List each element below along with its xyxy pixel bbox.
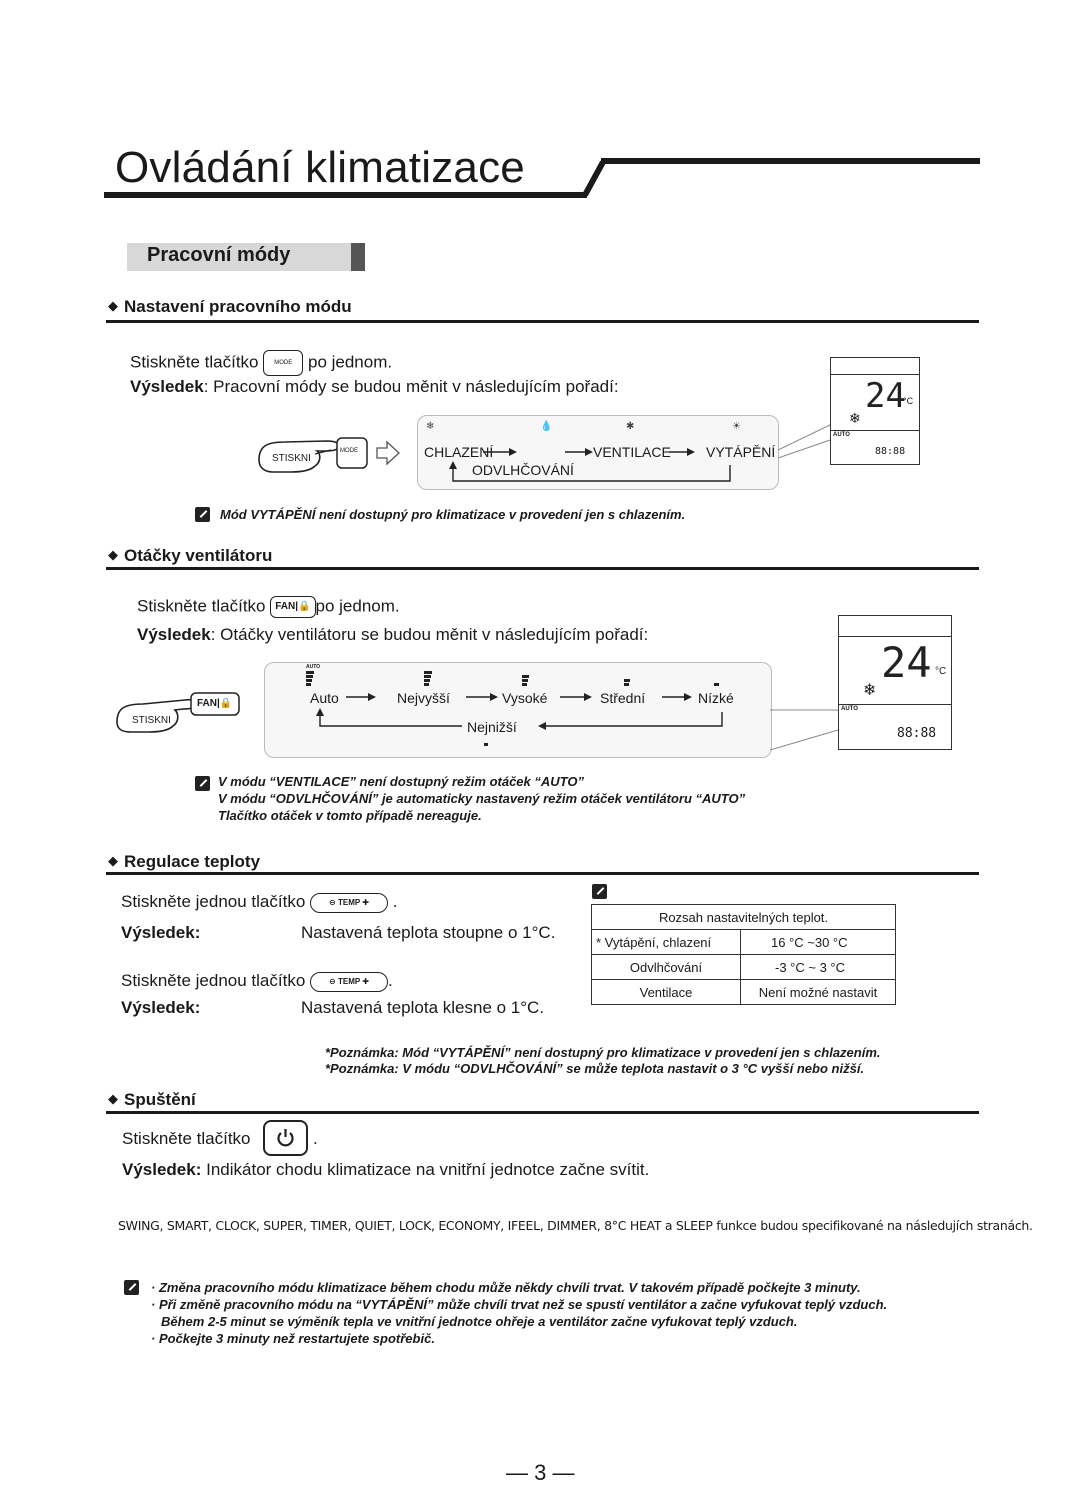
fan-note-3: Tlačítko otáček v tomto případě nereaguje. [218, 808, 482, 823]
mode-press-label: STISKNI [272, 453, 311, 464]
lcd-clock: 88:88 [875, 446, 906, 457]
temp-heading: ◆ Regulace teploty [108, 852, 261, 871]
lcd-unit: °C [903, 396, 914, 406]
temp-result-down-label: Výsledek: [121, 998, 201, 1017]
power-button-icon [263, 1120, 308, 1156]
fan-heading: ◆ Otáčky ventilátoru [108, 546, 273, 565]
start-instruction: Stiskněte tlačítko [122, 1129, 251, 1148]
temp-note-2: *Poznámka: V módu “ODVLHČOVÁNÍ” se může teplota nastavit o 3 °C vyšší nebo nižší. [325, 1061, 865, 1076]
functions-text: SWING, SMART, CLOCK, SUPER, TIMER, QUIET, LOCK, ECONOMY, IFEEL, DIMMER, 8°C HEAT a SLEEP funkce budou specifikované na následujích stranách. [118, 1218, 1033, 1233]
lcd-clock: 88:88 [897, 726, 937, 741]
fan-seq-auto: Auto [310, 690, 339, 706]
fan-rule [106, 567, 979, 570]
mode-sequence-arrows [417, 415, 779, 490]
lcd-display-fan [838, 615, 952, 750]
note-icon [195, 507, 210, 522]
temp-table-mode: Odvlhčování [592, 955, 741, 980]
heat-icon: ☀ [732, 421, 741, 432]
mode-press-button-label: MODE [340, 448, 358, 454]
fan-callout-lines [770, 700, 840, 760]
fan-seq-medium: Střední [600, 690, 646, 706]
fan-button-icon: FAN|🔒 [270, 596, 315, 618]
mode-rule [106, 320, 979, 323]
fan-seq-lowest: Nejnižší [467, 719, 517, 735]
fan-press-button-label: FAN|🔒 [197, 698, 233, 709]
temp-instruction-up: Stiskněte jednou tlačítko ⊖ TEMP ✚ . [121, 892, 398, 911]
note-icon [195, 776, 210, 791]
start-heading: ◆ Spuštění [108, 1090, 196, 1109]
title-underline [0, 0, 1083, 210]
mode-seq-cool: CHLAZENÍ [424, 444, 494, 460]
mode-seq-dry: ODVLHČOVÁNÍ [472, 462, 574, 478]
lcd-mode-icon: ❄ [849, 410, 861, 426]
mode-heading: ◆ Nastavení pracovního módu [108, 297, 352, 316]
fan-seq-highest: Nejvyšší [397, 690, 450, 706]
mode-note: Mód VYTÁPĚNÍ není dostupný pro klimatizace v provedení jen s chlazením. [220, 507, 686, 522]
temp-result-up-text: Nastavená teplota stoupne o 1°C. [301, 923, 556, 942]
fan-instruction: Stiskněte tlačítko FAN|🔒 po jednom. [137, 596, 400, 618]
mode-callout-lines [778, 400, 838, 480]
dry-icon: 💧 [540, 421, 553, 432]
temp-rule [106, 872, 979, 875]
mode-result: Výsledek: Pracovní módy se budou měnit v následujícím pořadí: [130, 377, 619, 396]
lcd-auto: AUTO [833, 432, 850, 438]
start-rule [106, 1111, 979, 1114]
note-icon [124, 1280, 139, 1295]
fan-seq-low: Nízké [698, 690, 734, 706]
page-title: Ovládání klimatizace [115, 143, 525, 192]
cool-icon: ❄ [426, 421, 435, 432]
start-result: Výsledek: Indikátor chodu klimatizace na vnitřní jednotce začne svítit. [122, 1160, 650, 1179]
fan-mode-icon: ✱ [626, 421, 635, 432]
lcd-unit: °C [935, 666, 947, 677]
temp-table-mode: * Vytápění, chlazení [592, 930, 741, 955]
lcd-mode-icon: ❄ [863, 682, 877, 699]
power-icon [265, 1122, 306, 1154]
temp-instruction-down: Stiskněte jednou tlačítko ⊖ TEMP ✚ . [121, 971, 393, 990]
fan-press-label: STISKNI [132, 715, 171, 726]
section-title: Pracovní módy [147, 244, 291, 266]
temp-note-1: *Poznámka: Mód “VYTÁPĚNÍ” není dostupný pro klimatizace v provedení jen s chlazením. [325, 1045, 881, 1060]
lcd-auto: AUTO [841, 706, 858, 712]
section-header [127, 243, 365, 271]
lcd-temp: 24 [865, 376, 906, 416]
temp-table-range: -3 °C ~ 3 °C [741, 955, 896, 980]
page-number: — 3 — [506, 1460, 575, 1485]
lcd-temp: 24 [881, 638, 932, 687]
mode-seq-heat: VYTÁPĚNÍ [706, 444, 776, 460]
fan-result: Výsledek: Otáčky ventilátoru se budou měnit v následujícím pořadí: [137, 625, 649, 644]
fan-note-1: V módu “VENTILACE” není dostupný režim otáček “AUTO” [218, 774, 584, 789]
fan-seq-high: Vysoké [502, 690, 548, 706]
temp-button-icon: ⊖ TEMP ✚ [310, 893, 388, 913]
note-icon [592, 884, 607, 899]
mode-seq-fan: VENTILACE [593, 444, 671, 460]
final-note-3: Během 2-5 minut se výměník tepla ve vnitřní jednotce ohřeje a ventilátor začne vyfukovat teplý vzduch. [161, 1314, 798, 1329]
fan-sequence-graphics [264, 662, 772, 758]
temp-table-header: Rozsah nastavitelných teplot. [592, 905, 896, 930]
final-note-1: · Změna pracovního módu klimatizace během chodu může někdy chvíli trvat. V takovém případě počkejte 3 minuty. [151, 1280, 861, 1295]
start-instruction-end: . [313, 1129, 318, 1148]
final-note-4: · Počkejte 3 minuty než restartujete spotřebič. [151, 1331, 435, 1346]
fan-auto-tag: AUTO [306, 664, 321, 670]
temp-button-icon: ⊖ TEMP ✚ [310, 972, 388, 992]
temp-table-range: Není možné nastavit [741, 980, 896, 1005]
temp-result-down-text: Nastavená teplota klesne o 1°C. [301, 998, 545, 1017]
lcd-display-mode [830, 357, 920, 465]
final-note-2: · Při změně pracovního módu na “VYTÁPĚNÍ” může chvíli trvat než se spustí ventilátor a začne vyfukovat teplý vzduch. [151, 1297, 888, 1312]
fan-note-2: V módu “ODVLHČOVÁNÍ” je automaticky nastavený režim otáček ventilátoru “AUTO” [218, 791, 746, 806]
mode-instruction: Stiskněte tlačítko MODE po jednom. [130, 350, 392, 376]
temp-result-up-label: Výsledek: [121, 923, 201, 942]
mode-button-icon: MODE [263, 350, 303, 376]
temp-table-range: 16 °C ~30 °C [741, 930, 896, 955]
temp-table-mode: Ventilace [592, 980, 741, 1005]
temp-range-table [591, 904, 896, 1005]
